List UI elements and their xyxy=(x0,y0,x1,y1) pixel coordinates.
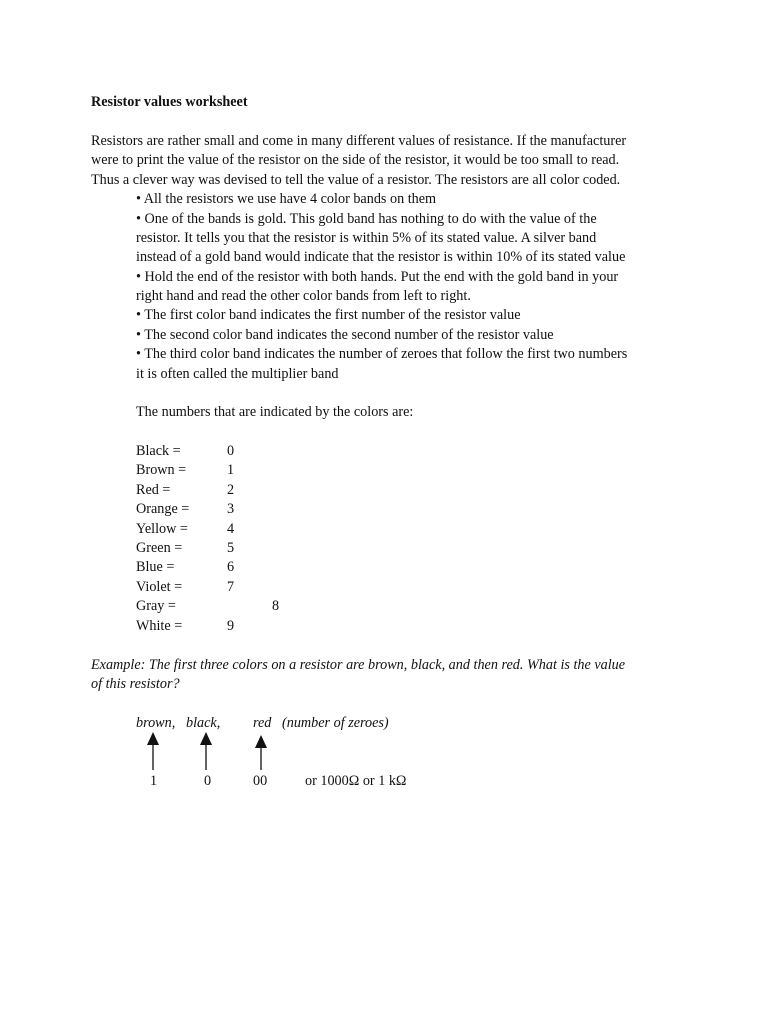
color-name: Orange = xyxy=(136,501,190,517)
bullet-line: • One of the bands is gold. This gold band has nothing to do with the value of the xyxy=(136,211,597,227)
color-value: 2 xyxy=(227,482,235,498)
color-name: Yellow = xyxy=(136,521,188,537)
example-color-second: black, xyxy=(186,715,221,731)
color-name: Black = xyxy=(136,443,181,459)
bullet-line: • All the resistors we use have 4 color bands on them xyxy=(136,191,437,207)
color-name: Brown = xyxy=(136,462,187,478)
color-value: 3 xyxy=(227,501,235,517)
color-value: 4 xyxy=(227,521,235,537)
example-question: Example: The first three colors on a resistor are brown, black, and then red. What is the value xyxy=(91,657,626,673)
color-name: Blue = xyxy=(136,559,175,575)
page-title: Resistor values worksheet xyxy=(91,94,248,110)
up-arrow-icon xyxy=(198,731,214,771)
bullet-line: it is often called the multiplier band xyxy=(136,366,339,382)
color-name: Violet = xyxy=(136,579,183,595)
example-result: or 1000Ω or 1 kΩ xyxy=(305,773,407,789)
intro-line: were to print the value of the resistor on the side of the resistor, it would be too small to read. xyxy=(91,152,620,168)
bullet-line: resistor. It tells you that the resistor is within 5% of its stated value. A silver band xyxy=(136,230,597,246)
example-digit-second: 0 xyxy=(204,773,212,789)
color-value: 0 xyxy=(227,443,235,459)
color-value: 5 xyxy=(227,540,235,556)
example-question: of this resistor? xyxy=(91,676,180,692)
color-value: 8 xyxy=(272,598,280,614)
color-value: 1 xyxy=(227,462,235,478)
color-value: 9 xyxy=(227,618,235,634)
example-color-third: red xyxy=(253,715,272,731)
example-multiplier-note: (number of zeroes) xyxy=(282,715,389,731)
example-color-first: brown, xyxy=(136,715,176,731)
example-digit-first: 1 xyxy=(150,773,158,789)
example-digit-third: 00 xyxy=(253,773,268,789)
bullet-line: • The second color band indicates the second number of the resistor value xyxy=(136,327,554,343)
bullet-line: instead of a gold band would indicate that the resistor is within 10% of its stated value xyxy=(136,249,626,265)
color-value: 7 xyxy=(227,579,235,595)
up-arrow-icon xyxy=(253,734,269,771)
color-value: 6 xyxy=(227,559,235,575)
bullet-line: right hand and read the other color bands from left to right. xyxy=(136,288,471,304)
up-arrow-icon xyxy=(145,731,161,771)
bullet-line: • The third color band indicates the number of zeroes that follow the first two numbers xyxy=(136,346,628,362)
intro-line: Thus a clever way was devised to tell the value of a resistor. The resistors are all color coded. xyxy=(91,172,621,188)
colors-intro: The numbers that are indicated by the colors are: xyxy=(136,404,414,420)
intro-line: Resistors are rather small and come in many different values of resistance. If the manufacturer xyxy=(91,133,627,149)
bullet-line: • Hold the end of the resistor with both hands. Put the end with the gold band in your xyxy=(136,269,619,285)
color-name: Red = xyxy=(136,482,171,498)
bullet-line: • The first color band indicates the first number of the resistor value xyxy=(136,307,521,323)
color-name: Green = xyxy=(136,540,183,556)
color-name: White = xyxy=(136,618,183,634)
color-name: Gray = xyxy=(136,598,176,614)
